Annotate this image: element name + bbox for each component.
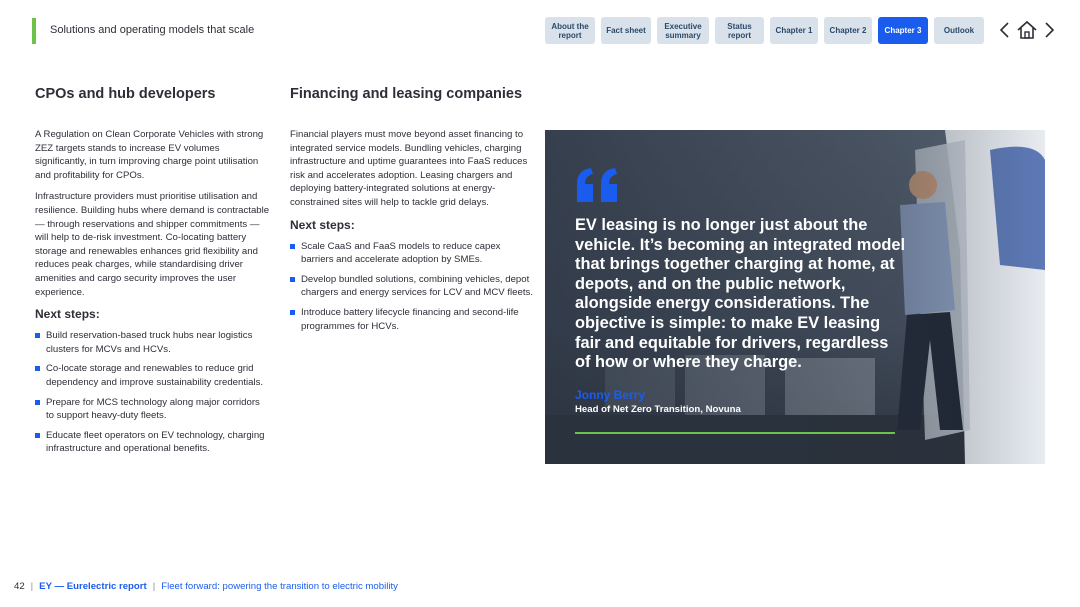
bullet-icon: [35, 433, 40, 438]
bullet-icon: [290, 244, 295, 249]
cpos-steps-list: [35, 329, 270, 456]
cpos-column: [35, 86, 270, 462]
list-item: Introduce battery lifecycle financing and second-life programmes for HCVs.: [290, 306, 535, 333]
page-nav-icons: [998, 20, 1056, 45]
quote-text: EV leasing is no longer just about the vehicle. It’s becoming an integrated model that brings together charging at home, at depots, and on the public network, alongside energy considerations. The objective is simple: to make EV leasing fair and equitable for drivers, regardless of how or where they charge.: [575, 216, 906, 372]
footer-subtitle: Fleet forward: powering the transition to electric mobility: [161, 581, 398, 592]
bullet-icon: [290, 310, 295, 315]
nav-status-report[interactable]: Status report: [715, 17, 764, 44]
financing-heading: Financing and leasing companies: [290, 86, 523, 102]
financing-next-steps-heading: Next steps:: [290, 217, 355, 232]
cpos-paragraph: A Regulation on Clean Corporate Vehicles with strong ZEZ targets stands to increase EV volumes significantly, in turn improving charge point utilisation and profitability for CPOs.: [35, 129, 264, 181]
quote-mark-icon: [575, 166, 621, 204]
list-item: Build reservation-based truck hubs near logistics clusters for MCVs and HCVs.: [35, 329, 270, 356]
list-item: Educate fleet operators on EV technology, charging infrastructure and operational benefits.: [35, 429, 270, 456]
page-number: 42: [14, 581, 25, 592]
bullet-icon: [290, 277, 295, 282]
quote-author-role: Head of Net Zero Transition, Novuna: [575, 404, 741, 415]
cpos-paragraph: Infrastructure providers must prioritise utilisation and resilience. Building hubs where demand is contractable — through reservations and shipper commitments — will help to de-risk investment. Co-locating battery storage and renewables enhances grid flexibility and reduces peak charges, while standardising driver amenities and cargo security improves the user experience.: [35, 191, 270, 298]
list-item: Prepare for MCS technology along major corridors to support heavy-duty fleets.: [35, 396, 270, 423]
quote-author-name: Jonny Berry: [575, 388, 646, 402]
chevron-right-icon[interactable]: [1042, 20, 1056, 45]
list-item: Develop bundled solutions, combining vehicles, depot chargers and energy services for LCV and MCV fleets.: [290, 273, 535, 300]
cpos-next-steps-heading: Next steps:: [35, 307, 100, 322]
bullet-icon: [35, 400, 40, 405]
header-accent-bar: [32, 18, 36, 44]
financing-steps-list: [290, 240, 535, 334]
list-item: Co-locate storage and renewables to reduce grid dependency and improve sustainability credentials.: [35, 362, 270, 389]
financing-column: [290, 86, 535, 339]
footer-separator: |: [30, 581, 34, 592]
cpos-heading: CPOs and hub developers: [35, 86, 216, 102]
section-title: Solutions and operating models that scale: [50, 24, 255, 36]
financing-paragraph: Financial players must move beyond asset financing to integrated service models. Bundling vehicles, charging infrastructure and uptime guarantees into FaaS reduces risk and accelerates adoption. Leasing chargers and deploying battery-integrated solutions at energy-constrained sites will help to tackle grid delays.: [290, 129, 528, 208]
nav-outlook[interactable]: Outlook: [934, 17, 984, 44]
nav-fact-sheet[interactable]: Fact sheet: [601, 17, 651, 44]
chapter-nav: [545, 17, 984, 44]
nav-chapter-2[interactable]: Chapter 2: [824, 17, 872, 44]
quote-divider: [575, 432, 895, 434]
chevron-left-icon[interactable]: [998, 20, 1012, 45]
nav-chapter-1[interactable]: Chapter 1: [770, 17, 818, 44]
home-icon[interactable]: [1016, 20, 1038, 45]
nav-executive-summary[interactable]: Executive summary: [657, 17, 709, 44]
nav-about-the-report[interactable]: About the report: [545, 17, 595, 44]
footer-brand: EY — Eurelectric report: [39, 581, 147, 592]
footer-separator: |: [152, 581, 156, 592]
bullet-icon: [35, 333, 40, 338]
quote-panel: [545, 130, 1045, 464]
bullet-icon: [35, 366, 40, 371]
nav-chapter-3[interactable]: Chapter 3: [878, 17, 928, 44]
footer: [14, 581, 398, 592]
list-item: Scale CaaS and FaaS models to reduce capex barriers and accelerate adoption by SMEs.: [290, 240, 535, 267]
